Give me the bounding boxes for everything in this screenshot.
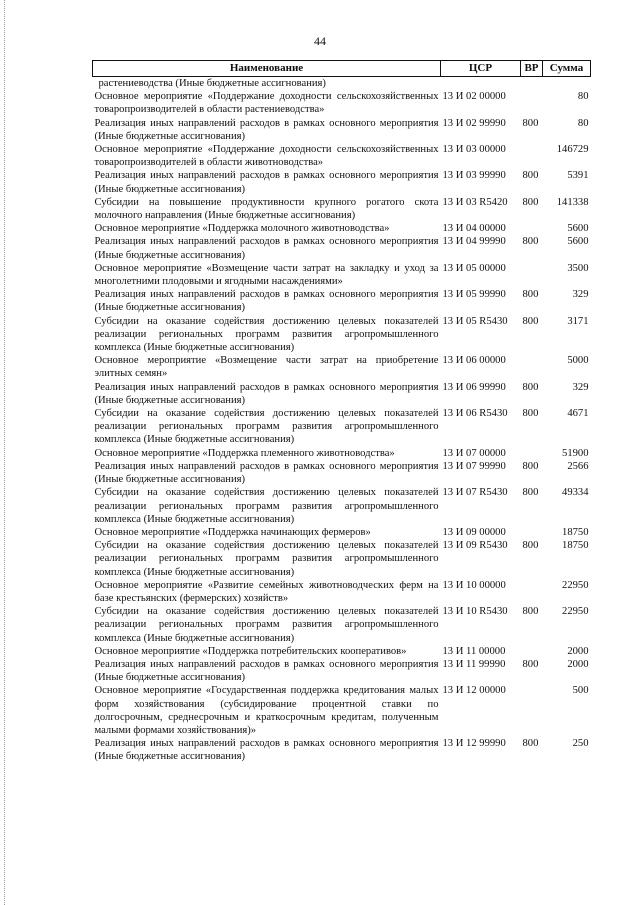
header-sum: Сумма: [543, 61, 591, 77]
table-row: [93, 381, 591, 407]
table-row: [93, 90, 591, 116]
row-vr-code: 800: [522, 236, 539, 248]
row-csr-code: 13 И 12 99990: [442, 738, 506, 750]
row-sum: 250: [572, 738, 589, 750]
row-name: Субсидии на оказание содействия достижению целевых показателей реализации региональных программ развития агропромышленного комплекса (Иные бюджетные ассигнования): [94, 408, 439, 446]
row-vr-code: [521, 354, 543, 380]
row-csr-code: 13 И 05 00000: [442, 262, 506, 274]
row-name: Основное мероприятие «Поддержка молочного животноводства»: [94, 223, 390, 235]
table-row: [93, 447, 591, 460]
row-vr-code: [521, 222, 543, 235]
row-name: Основное мероприятие «Поддержка потребительских кооперативов»: [94, 645, 407, 657]
row-csr-code: 13 И 07 00000: [442, 447, 506, 459]
row-sum: 49334: [562, 487, 589, 499]
row-vr-code: 800: [522, 408, 539, 420]
row-sum: 2000: [567, 645, 589, 657]
row-name: Реализация иных направлений расходов в рамках основного мероприятия (Иные бюджетные ассигнования): [94, 236, 439, 261]
budget-table: [92, 60, 591, 764]
row-csr-code: 13 И 03 00000: [442, 144, 506, 156]
row-sum: 5000: [567, 355, 589, 367]
row-sum: 3171: [567, 315, 589, 327]
row-sum: 2000: [567, 658, 589, 670]
table-row: [93, 460, 591, 486]
row-csr-code: 13 И 04 99990: [442, 236, 506, 248]
row-name: Реализация иных направлений расходов в рамках основного мероприятия (Иные бюджетные ассигнования): [94, 738, 439, 763]
row-vr-code: [521, 447, 543, 460]
header-name: Наименование: [93, 61, 441, 77]
row-sum: 329: [572, 381, 589, 393]
table-row: [93, 539, 591, 579]
row-vr-code: 800: [522, 658, 539, 670]
row-name: Основное мероприятие «Развитие семейных животноводческих ферм на базе крестьянских (фермерских) хозяйств»: [94, 579, 439, 604]
row-name: Субсидии на оказание содействия достижению целевых показателей реализации региональных программ развития агропромышленного комплекса (Иные бюджетные ассигнования): [94, 487, 439, 525]
row-vr-code: [521, 684, 543, 737]
row-name: Основное мероприятие «Государственная поддержка кредитования малых форм хозяйствования (субсидирование процентной ставки по долгосрочным, среднесрочным и краткосрочным кредитам, полученным малыми формами хозяйствования)»: [94, 685, 439, 736]
row-vr-code: 800: [522, 606, 539, 618]
table-row: [93, 315, 591, 355]
row-csr-code: 13 И 05 R5430: [442, 315, 508, 327]
table-row: [93, 579, 591, 605]
row-name: Реализация иных направлений расходов в рамках основного мероприятия (Иные бюджетные ассигнования): [94, 658, 439, 684]
table-header-row: [93, 61, 591, 77]
table-row: [93, 169, 591, 195]
row-sum: 329: [572, 289, 589, 301]
row-csr-code: 13 И 09 R5430: [442, 540, 508, 552]
row-name: Основное мероприятие «Поддержка племенного животноводства»: [94, 447, 395, 459]
table-row: [93, 196, 591, 222]
row-sum: 80: [577, 117, 589, 129]
row-name: Субсидии на оказание содействия достижению целевых показателей реализации региональных программ развития агропромышленного комплекса (Иные бюджетные ассигнования): [94, 315, 439, 354]
row-name: Субсидии на оказание содействия достижению целевых показателей реализации региональных программ развития агропромышленного комплекса (Иные бюджетные ассигнования): [94, 606, 439, 644]
row-vr-code: 800: [522, 170, 539, 182]
row-sum: 18750: [562, 526, 589, 538]
row-vr-code: [521, 579, 543, 605]
row-sum: 5600: [567, 223, 589, 235]
row-sum: 141338: [556, 196, 589, 208]
row-sum: 3500: [567, 262, 589, 274]
row-vr-code: [521, 645, 543, 658]
scan-edge: [4, 0, 6, 905]
row-csr-code: 13 И 04 00000: [442, 223, 506, 235]
table-row: [93, 262, 591, 288]
row-csr-code: 13 И 07 R5430: [442, 487, 508, 499]
row-vr-code: [521, 77, 543, 91]
row-name: Основное мероприятие «Поддержание доходности сельскохозяйственных товаропроизводителей в области животноводства»: [94, 144, 439, 169]
row-name: Субсидии на повышение продуктивности крупного рогатого скота молочного направления (Иные бюджетные ассигнования): [94, 196, 439, 222]
row-name: Реализация иных направлений расходов в рамках основного мероприятия (Иные бюджетные ассигнования): [94, 381, 439, 406]
row-sum: 5600: [567, 236, 589, 248]
row-vr-code: 800: [522, 540, 539, 552]
row-vr-code: 800: [522, 117, 539, 129]
row-csr-code: 13 И 05 99990: [442, 289, 506, 301]
header-csr: ЦСР: [441, 61, 521, 77]
row-csr-code: 13 И 03 R5420: [442, 196, 508, 208]
row-name: Реализация иных направлений расходов в рамках основного мероприятия (Иные бюджетные ассигнования): [94, 117, 439, 142]
table-row: [93, 526, 591, 539]
table-row: [93, 117, 591, 143]
row-name: Основное мероприятие «Возмещение части затрат на приобретение элитных семян»: [94, 355, 439, 380]
row-sum: [543, 77, 591, 91]
row-csr-code: 13 И 11 99990: [442, 658, 506, 670]
row-csr-code: 13 И 02 99990: [442, 117, 506, 129]
table-row: [93, 486, 591, 526]
row-vr-code: [521, 90, 543, 116]
table-row: [93, 235, 591, 261]
table-row: [93, 658, 591, 684]
row-csr-code: 13 И 12 00000: [442, 685, 506, 697]
row-name: Реализация иных направлений расходов в рамках основного мероприятия (Иные бюджетные ассигнования): [94, 460, 439, 486]
row-csr-code: 13 И 03 99990: [442, 170, 506, 182]
row-csr-code: 13 И 09 00000: [442, 526, 506, 538]
row-csr-code: 13 И 06 R5430: [442, 408, 508, 420]
row-vr-code: 800: [522, 738, 539, 750]
table-row: [93, 354, 591, 380]
row-name: Основное мероприятие «Поддержка начинающих фермеров»: [94, 526, 371, 538]
row-sum: 5391: [567, 170, 589, 182]
row-sum: 18750: [562, 540, 589, 552]
row-sum: 80: [577, 91, 589, 103]
row-name: Субсидии на оказание содействия достижению целевых показателей реализации региональных программ развития агропромышленного комплекса (Иные бюджетные ассигнования): [94, 540, 439, 578]
row-name: Реализация иных направлений расходов в рамках основного мероприятия (Иные бюджетные ассигнования): [94, 170, 439, 195]
row-sum: 22950: [562, 606, 589, 618]
row-name: растениеводства (Иные бюджетные ассигнования): [98, 78, 326, 89]
row-csr-code: 13 И 10 00000: [442, 579, 506, 591]
table-body: [93, 77, 591, 764]
row-sum: 51900: [562, 447, 589, 459]
row-vr-code: 800: [522, 196, 539, 208]
table-row: [93, 737, 591, 763]
row-vr-code: [521, 526, 543, 539]
row-csr-code: [441, 77, 521, 91]
budget-sheet: [92, 60, 590, 764]
row-vr-code: [521, 262, 543, 288]
table-row: [93, 605, 591, 645]
row-csr-code: 13 И 06 99990: [442, 381, 506, 393]
row-csr-code: 13 И 07 99990: [442, 460, 506, 472]
row-name: Основное мероприятие «Возмещение части затрат на закладку и уход за многолетними плодовыми и ягодными насаждениями»: [94, 262, 439, 288]
row-csr-code: 13 И 02 00000: [442, 91, 506, 103]
table-row: [93, 645, 591, 658]
row-sum: 146729: [556, 144, 589, 156]
table-row: [93, 77, 591, 91]
table-row: [93, 407, 591, 447]
page-number: 44: [314, 34, 326, 48]
row-vr-code: 800: [522, 289, 539, 301]
table-row: [93, 143, 591, 169]
row-vr-code: 800: [522, 460, 539, 472]
row-sum: 500: [572, 685, 589, 697]
row-name: Основное мероприятие «Поддержание доходности сельскохозяйственных товаропроизводителей в области растениеводства»: [94, 91, 439, 116]
table-row: [93, 222, 591, 235]
row-sum: 22950: [562, 579, 589, 591]
row-sum: 2566: [567, 460, 589, 472]
header-vr: ВР: [521, 61, 543, 77]
row-vr-code: [521, 143, 543, 169]
row-sum: 4671: [567, 408, 589, 420]
row-name: Реализация иных направлений расходов в рамках основного мероприятия (Иные бюджетные ассигнования): [94, 289, 439, 314]
table-row: [93, 684, 591, 737]
row-csr-code: 13 И 10 R5430: [442, 606, 508, 618]
row-vr-code: 800: [522, 381, 539, 393]
row-vr-code: 800: [522, 315, 539, 327]
row-csr-code: 13 И 11 00000: [442, 645, 506, 657]
row-vr-code: 800: [522, 487, 539, 499]
table-row: [93, 288, 591, 314]
row-csr-code: 13 И 06 00000: [442, 355, 506, 367]
